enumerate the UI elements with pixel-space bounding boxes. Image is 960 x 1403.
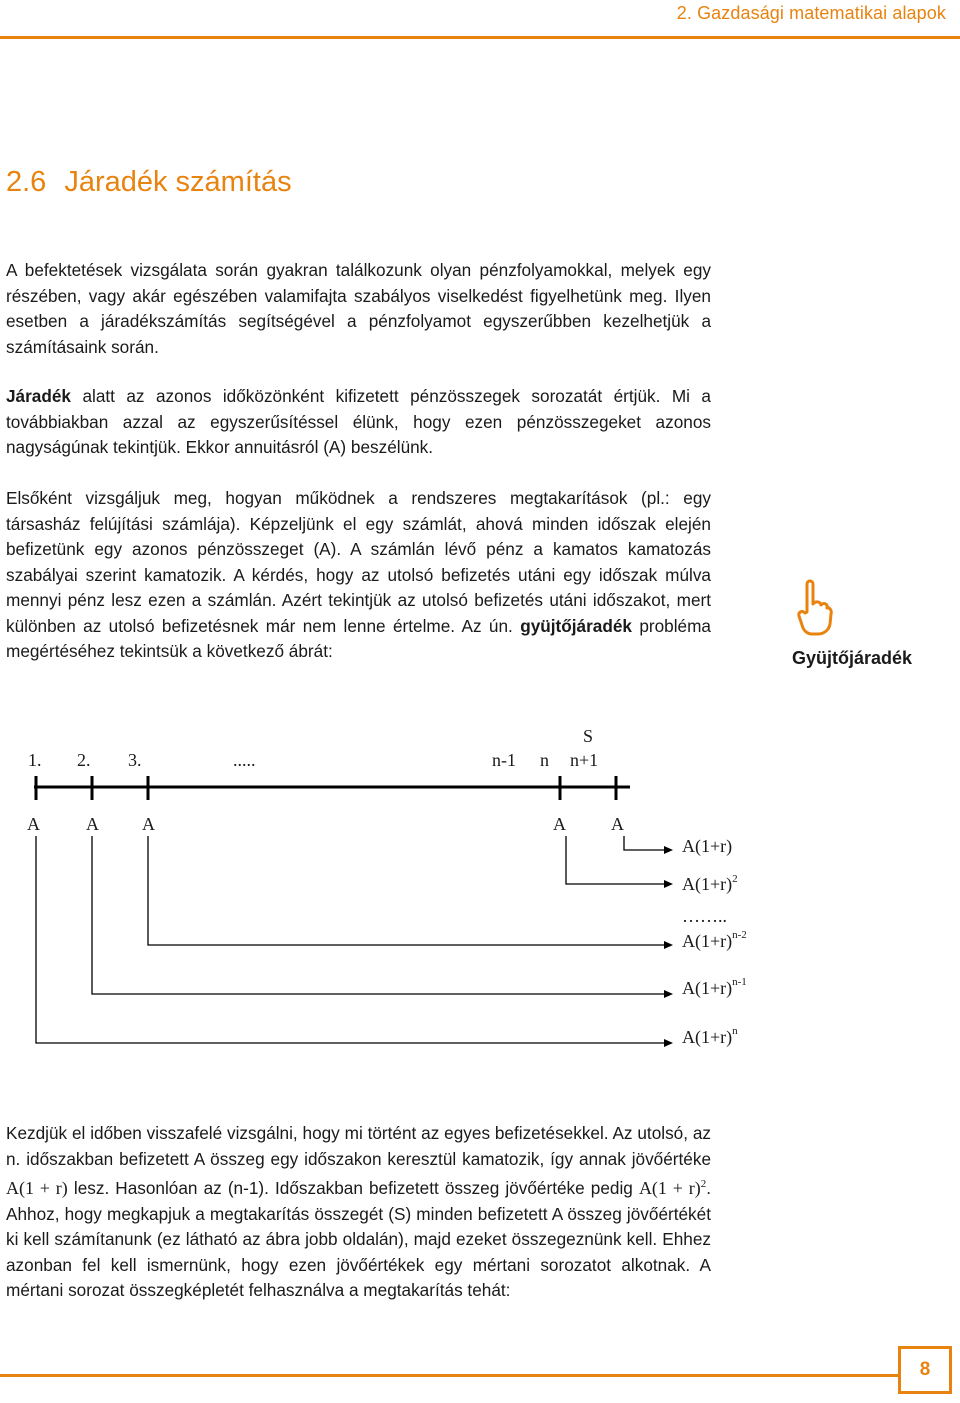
payment-label: A — [86, 814, 99, 834]
intro-paragraph: A befektetések vizsgálata során gyakran találkozunk olyan pénzfolyamokkal, melyek egy részében, vagy akár egészében valamifajta szabályos viselkedést figyelhetünk meg. Ilyen esetben a járadékszámítás segítségével a pénzfolyamot egyszerűbben kezelhetjük a számításaink során. — [6, 260, 711, 357]
future-value: $A(1+r)^2$ — [682, 873, 738, 894]
section-number: 2.6 — [6, 166, 47, 198]
definition-text: alatt az azonos időközönként kifizetett pénzösszegek sorozatát értjük. Mi a továbbiakban azzal az egyszerűsítéssel élünk, hogy ezen pénzösszegeket azonos nagyságúnak tekintjük. Ekkor annuitásról (A) beszélünk. — [6, 386, 711, 457]
future-value: $A(1+r)^n$ — [682, 1025, 738, 1047]
payment-label: A — [553, 814, 566, 834]
explanation-text: Kezdjük el időben visszafelé vizsgálni, hogy mi történt az egyes befizetésekkel. Az utolsó, az n. időszakban befizetett A összeg egy időszakon keresztül kamatozik, így annak jövőértéke — [6, 1123, 711, 1169]
section-title-text: Járadék számítás — [64, 166, 292, 198]
period-label: ..... — [233, 750, 256, 770]
period-label: n — [540, 750, 549, 770]
period-label: 3. — [128, 750, 142, 770]
period-label: n+1 — [570, 750, 599, 770]
section-title — [6, 166, 292, 199]
explanation-paragraph — [6, 1121, 711, 1304]
page-number: 8 — [898, 1346, 952, 1394]
header-rule — [0, 36, 960, 39]
formula-fv-2: $A(1 + r)^2$ — [638, 1178, 707, 1198]
arrow-heads — [664, 846, 673, 1047]
period-label: 2. — [77, 750, 91, 770]
period-label: 1. — [28, 750, 42, 770]
future-value: $A(1+r)^{n-2}$ — [682, 929, 747, 951]
explanation-text: lesz. Hasonlóan az (n-1). Időszakban befizetett összeg jövőértéke pedig — [67, 1178, 639, 1198]
explanation-text: . Ahhoz, hogy megkapjuk a megtakarítás összegét (S) minden befizetett A összeg jövőértékét ki kell számítanunk (ez látható az ábra jobb oldalán), majd ezeket összegeznünk kell. Ehhez azonban fel kell ismernünk, hogy ezen jövőértékek egy mértani sorozatot alkotnak. A mértani sorozat összegképletét felhasználva a megtakarítás tehát: — [6, 1178, 711, 1300]
savings-paragraph — [6, 486, 711, 665]
future-value: $A(1+r)^{n-1}$ — [682, 976, 747, 998]
savings-text-end: probléma megértéséhez tekintsük a következő ábrát: — [6, 615, 711, 661]
future-value-brackets — [36, 836, 665, 1043]
period-label: n-1 — [492, 750, 516, 770]
payment-label: A — [611, 814, 624, 834]
future-value: A(1+r) — [682, 836, 733, 856]
footer-rule — [0, 1374, 898, 1377]
term-jaradek: Járadék — [6, 386, 71, 406]
payment-label: A — [27, 814, 40, 834]
running-header: 2. Gazdasági matematikai alapok — [676, 3, 946, 23]
payment-label: A — [142, 814, 155, 834]
term-gyujtojaradek: gyüjtőjáradék — [520, 615, 632, 636]
sidebar-label: Gyüjtőjáradék — [792, 648, 913, 668]
sum-label: S — [583, 726, 594, 746]
future-value-ellipsis: …….. — [682, 906, 727, 926]
savings-text-start: Elsőként vizsgáljuk meg, hogyan működnek a rendszeres megtakarítások (pl.: egy társasház felújítási számlája). Képzeljünk el egy számlát, ahová minden időszak elején befizetünk egy azonos pénzösszeget (A). A számlán lévő pénz a kamatos kamatozás szabályai szerint kamatozik. A kérdés, hogy az utolsó befizetés utáni egy időszak múlva mennyi pénz lesz ezen a számlán. Azért tekintjük az utolsó befizetés utáni időszakot, mert különben az utolsó befizetésnek már nem lenne értelme. Az ún. — [6, 488, 711, 636]
definition-paragraph — [6, 384, 711, 461]
formula-fv-1: A(1 + r) — [6, 1178, 68, 1198]
pointing-hand-icon — [793, 578, 833, 638]
timeline-diagram — [0, 700, 960, 1100]
